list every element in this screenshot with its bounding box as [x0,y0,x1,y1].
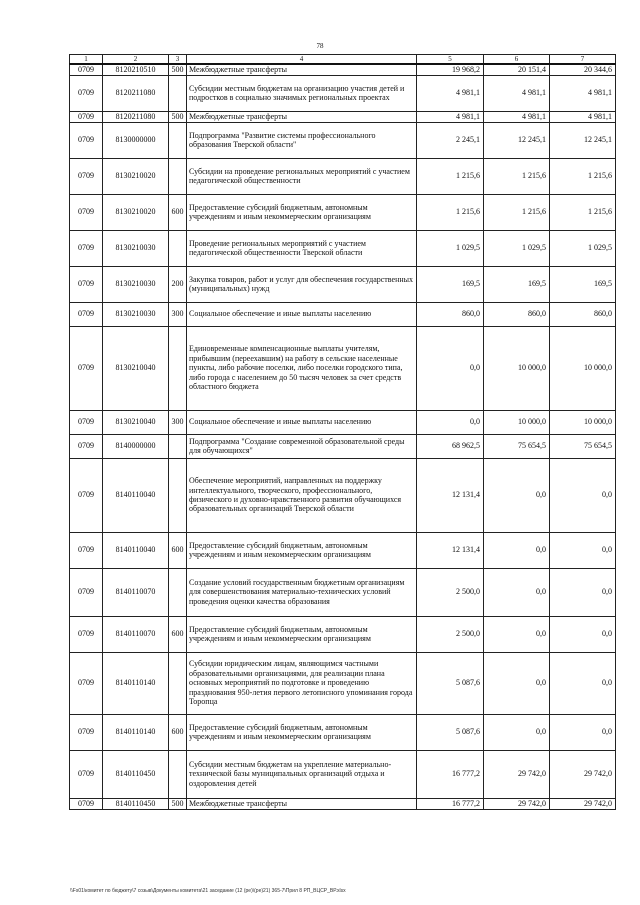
section-code: 0709 [70,122,103,158]
amount-year-2: 0,0 [484,532,550,568]
amount-year-2: 10 000,0 [484,326,550,410]
target-article-code: 8130210040 [103,410,169,434]
table-row [70,568,616,616]
expense-type-code [169,326,187,410]
table-row [70,616,616,652]
target-article-code: 8140110450 [103,750,169,798]
column-header: 6 [484,55,550,65]
target-article-code: 8120211080 [103,75,169,111]
amount-year-3: 75 654,5 [550,434,616,458]
section-code: 0709 [70,458,103,532]
amount-year-2: 1 215,6 [484,194,550,230]
table-row [70,230,616,266]
target-article-code: 8130210030 [103,230,169,266]
amount-year-1: 16 777,2 [417,750,484,798]
table-row [70,652,616,714]
section-code: 0709 [70,194,103,230]
target-article-code: 8140110140 [103,714,169,750]
amount-year-3: 1 215,6 [550,194,616,230]
column-header: 3 [169,55,187,65]
amount-year-3: 20 344,6 [550,64,616,75]
amount-year-2: 0,0 [484,652,550,714]
amount-year-3: 1 215,6 [550,158,616,194]
expense-description: Субсидии юридическим лицам, являющимся частными образовательными организациями, для реализации плана основных мероприятий по подготовке и проведению празднования 950-летия первого летописного упоминания города Торопца [187,652,417,714]
amount-year-2: 1 215,6 [484,158,550,194]
amount-year-3: 0,0 [550,458,616,532]
amount-year-1: 12 131,4 [417,532,484,568]
expense-type-code [169,75,187,111]
amount-year-3: 12 245,1 [550,122,616,158]
expense-type-code: 600 [169,616,187,652]
column-header: 1 [70,55,103,65]
amount-year-3: 10 000,0 [550,326,616,410]
table-row [70,302,616,326]
target-article-code: 8130210040 [103,326,169,410]
amount-year-3: 4 981,1 [550,75,616,111]
expense-type-code: 600 [169,714,187,750]
expense-description: Подпрограмма "Создание современной образовательной среды для обучающихся" [187,434,417,458]
table-row [70,434,616,458]
amount-year-2: 0,0 [484,714,550,750]
amount-year-1: 5 087,6 [417,714,484,750]
amount-year-1: 1 029,5 [417,230,484,266]
target-article-code: 8140110070 [103,568,169,616]
amount-year-1: 2 500,0 [417,616,484,652]
budget-table [69,54,616,810]
amount-year-2: 169,5 [484,266,550,302]
section-code: 0709 [70,410,103,434]
table-row [70,158,616,194]
expense-description: Предоставление субсидий бюджетным, автономным учреждениям и иным некоммерческим организациям [187,194,417,230]
expense-type-code [169,568,187,616]
amount-year-3: 0,0 [550,568,616,616]
amount-year-1: 4 981,1 [417,111,484,122]
amount-year-1: 4 981,1 [417,75,484,111]
amount-year-3: 10 000,0 [550,410,616,434]
expense-type-code [169,122,187,158]
section-code: 0709 [70,714,103,750]
section-code: 0709 [70,568,103,616]
expense-description: Социальное обеспечение и иные выплаты населению [187,302,417,326]
amount-year-3: 4 981,1 [550,111,616,122]
section-code: 0709 [70,434,103,458]
expense-description: Субсидии местным бюджетам на организацию участия детей и подростков в социально значимых региональных проектах [187,75,417,111]
expense-description: Межбюджетные трансферты [187,64,417,75]
expense-description: Проведение региональных мероприятий с участием педагогической общественности Тверской области [187,230,417,266]
amount-year-2: 1 029,5 [484,230,550,266]
expense-type-code: 500 [169,111,187,122]
table-row [70,266,616,302]
section-code: 0709 [70,266,103,302]
header-row [70,55,616,65]
expense-type-code [169,158,187,194]
expense-description: Единовременные компенсационные выплаты учителям, прибывшим (переехавшим) на работу в сельские населенные пункты, либо рабочие поселки, либо поселки городского типа, либо города с населением до 50 тысяч человек за счет средств областного бюджета [187,326,417,410]
table-row [70,714,616,750]
amount-year-2: 4 981,1 [484,111,550,122]
section-code: 0709 [70,532,103,568]
target-article-code: 8140000000 [103,434,169,458]
section-code: 0709 [70,230,103,266]
target-article-code: 8120210510 [103,64,169,75]
table-row [70,458,616,532]
amount-year-2: 20 151,4 [484,64,550,75]
target-article-code: 8130210020 [103,158,169,194]
expense-description: Социальное обеспечение и иные выплаты населению [187,410,417,434]
amount-year-2: 29 742,0 [484,750,550,798]
column-header: 4 [187,55,417,65]
amount-year-1: 0,0 [417,326,484,410]
amount-year-2: 10 000,0 [484,410,550,434]
expense-type-code: 500 [169,64,187,75]
amount-year-2: 0,0 [484,458,550,532]
expense-description: Создание условий государственным бюджетным организациям для совершенствования материально-технических условий проведения оценки качества образования [187,568,417,616]
target-article-code: 8140110450 [103,798,169,809]
amount-year-1: 12 131,4 [417,458,484,532]
target-article-code: 8130210030 [103,266,169,302]
section-code: 0709 [70,75,103,111]
expense-description: Предоставление субсидий бюджетным, автономным учреждениям и иным некоммерческим организациям [187,714,417,750]
amount-year-1: 68 962,5 [417,434,484,458]
expense-type-code: 200 [169,266,187,302]
amount-year-1: 5 087,6 [417,652,484,714]
column-header: 5 [417,55,484,65]
table-body [70,55,616,810]
amount-year-1: 19 968,2 [417,64,484,75]
table-row [70,64,616,75]
section-code: 0709 [70,302,103,326]
target-article-code: 8130210020 [103,194,169,230]
amount-year-1: 1 215,6 [417,194,484,230]
section-code: 0709 [70,111,103,122]
expense-type-code: 300 [169,410,187,434]
expense-type-code [169,434,187,458]
file-path-footer: \\Fs01\комитет по бюджету\7 созыв\Документы комитета\21 заседание (12 (ре)\(ре)21) 365-7\Прил 8 РП_ВЦСР_ВР.xlsx [70,888,346,894]
amount-year-2: 4 981,1 [484,75,550,111]
amount-year-1: 169,5 [417,266,484,302]
target-article-code: 8140110040 [103,532,169,568]
table-row [70,122,616,158]
expense-description: Предоставление субсидий бюджетным, автономным учреждениям и иным некоммерческим организациям [187,616,417,652]
target-article-code: 8120211080 [103,111,169,122]
target-article-code: 8140110070 [103,616,169,652]
expense-description: Предоставление субсидий бюджетным, автономным учреждениям и иным некоммерческим организациям [187,532,417,568]
expense-type-code [169,750,187,798]
table-row [70,194,616,230]
amount-year-3: 0,0 [550,652,616,714]
section-code: 0709 [70,798,103,809]
amount-year-1: 860,0 [417,302,484,326]
expense-description: Субсидии местным бюджетам на укрепление материально-технической базы муниципальных организаций отдыха и оздоровления детей [187,750,417,798]
expense-type-code: 600 [169,532,187,568]
target-article-code: 8130000000 [103,122,169,158]
table-row [70,111,616,122]
amount-year-3: 169,5 [550,266,616,302]
section-code: 0709 [70,750,103,798]
table-row [70,326,616,410]
table-row [70,750,616,798]
expense-description: Межбюджетные трансферты [187,111,417,122]
amount-year-1: 1 215,6 [417,158,484,194]
column-header: 7 [550,55,616,65]
section-code: 0709 [70,64,103,75]
expense-type-code: 600 [169,194,187,230]
amount-year-1: 2 500,0 [417,568,484,616]
table-row [70,532,616,568]
expense-description: Обеспечение мероприятий, направленных на поддержку интеллектуального, творческого, профессионального, физического и духовно-нравственного развития обучающихся образовательных организаций Тверской области [187,458,417,532]
amount-year-3: 0,0 [550,616,616,652]
amount-year-2: 0,0 [484,568,550,616]
target-article-code: 8130210030 [103,302,169,326]
amount-year-2: 12 245,1 [484,122,550,158]
table-row [70,410,616,434]
amount-year-3: 0,0 [550,714,616,750]
amount-year-3: 1 029,5 [550,230,616,266]
table-row [70,75,616,111]
amount-year-3: 29 742,0 [550,750,616,798]
expense-type-code [169,652,187,714]
target-article-code: 8140110040 [103,458,169,532]
amount-year-3: 860,0 [550,302,616,326]
section-code: 0709 [70,652,103,714]
page-number: 78 [316,42,324,50]
amount-year-3: 0,0 [550,532,616,568]
amount-year-3: 29 742,0 [550,798,616,809]
expense-description: Межбюджетные трансферты [187,798,417,809]
column-header: 2 [103,55,169,65]
amount-year-1: 2 245,1 [417,122,484,158]
amount-year-1: 0,0 [417,410,484,434]
expense-description: Закупка товаров, работ и услуг для обеспечения государственных (муниципальных) нужд [187,266,417,302]
expense-description: Подпрограмма "Развитие системы профессионального образования Тверской области" [187,122,417,158]
expense-description: Субсидии на проведение региональных мероприятий с участием педагогической общественности [187,158,417,194]
section-code: 0709 [70,158,103,194]
amount-year-2: 0,0 [484,616,550,652]
section-code: 0709 [70,326,103,410]
expense-type-code [169,230,187,266]
target-article-code: 8140110140 [103,652,169,714]
amount-year-2: 29 742,0 [484,798,550,809]
expense-type-code: 300 [169,302,187,326]
amount-year-2: 75 654,5 [484,434,550,458]
expense-type-code: 500 [169,798,187,809]
table-row [70,798,616,809]
section-code: 0709 [70,616,103,652]
amount-year-1: 16 777,2 [417,798,484,809]
expense-type-code [169,458,187,532]
amount-year-2: 860,0 [484,302,550,326]
